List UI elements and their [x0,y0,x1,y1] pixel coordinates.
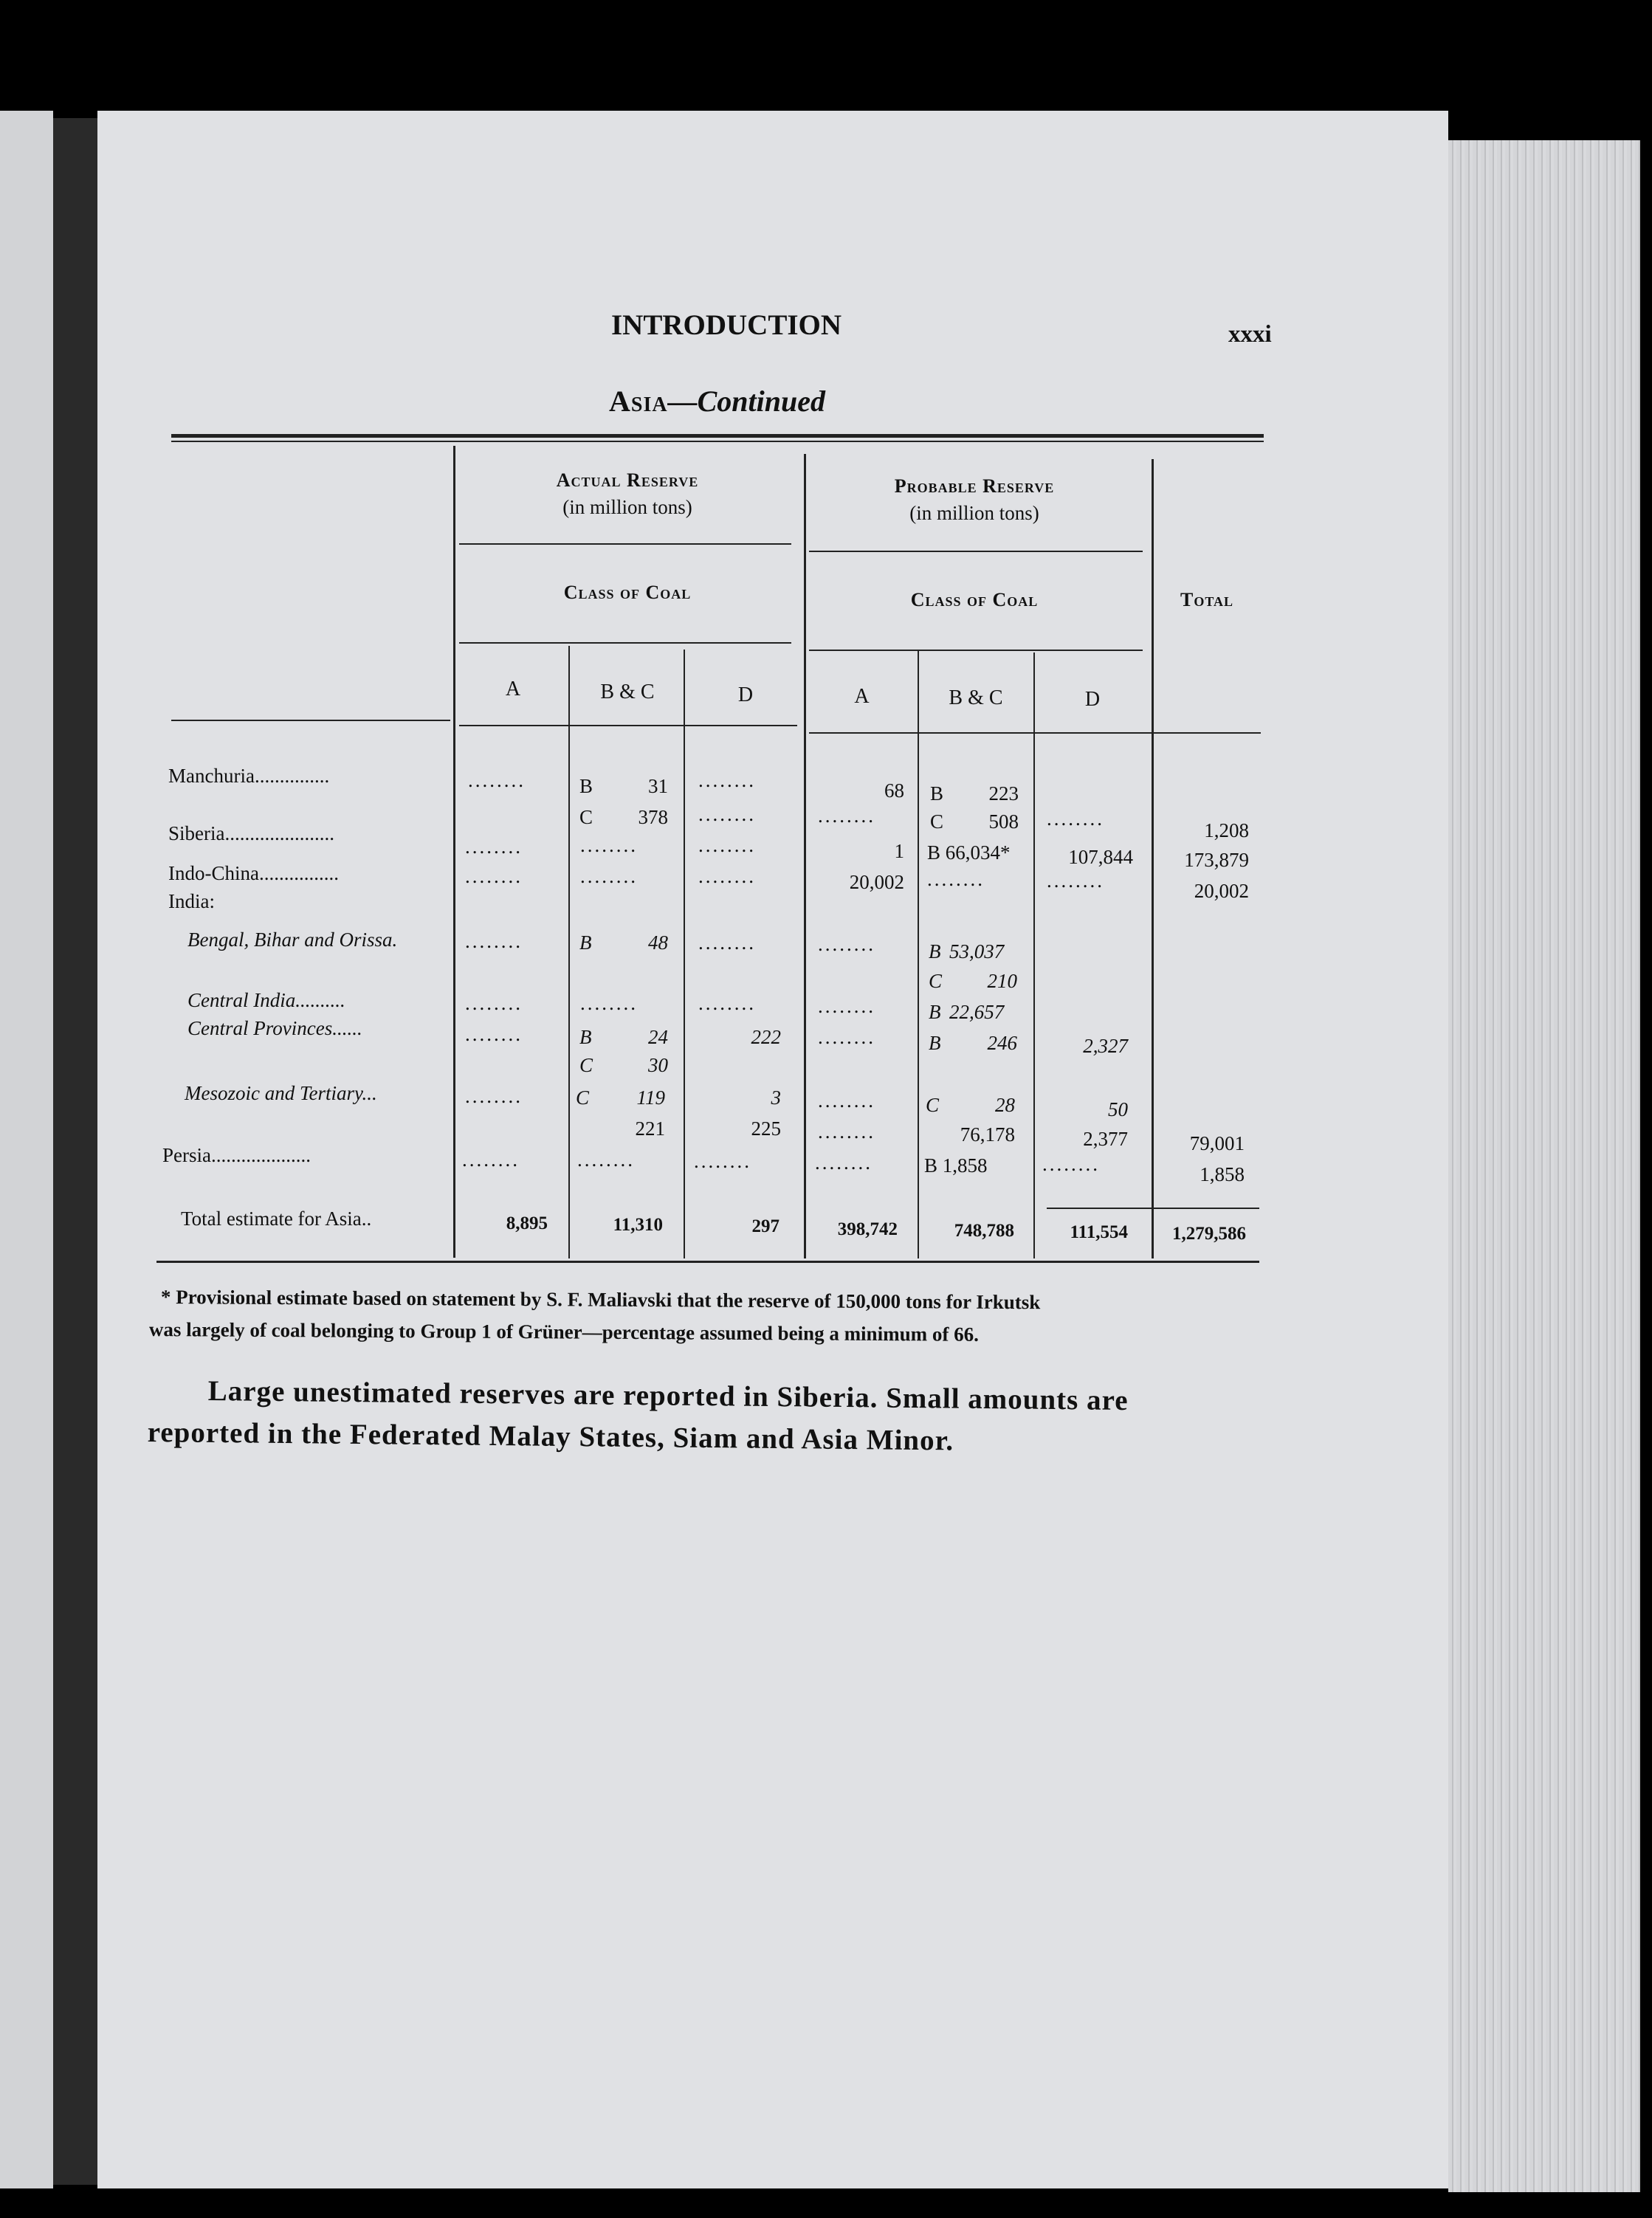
col-divider-bc2 [918,651,919,1258]
class-letter: B [579,931,592,954]
empty-cell: ........ [465,1023,523,1045]
cell-cprov-d: 222 [751,1026,781,1048]
cell-total-bc: 11,310 [613,1215,663,1235]
class-of-coal-1: Class of Coal [563,582,692,603]
table-top-rule-2 [171,441,1264,442]
class-letter: C [926,1094,940,1116]
cell-manchuria-pbc-b: 223 [988,782,1019,805]
page-number: xxxi [1228,321,1272,348]
running-title: INTRODUCTION [611,309,842,341]
empty-cell: ........ [698,865,756,887]
class-letter: B [929,1032,941,1054]
col-d1: D [737,683,754,706]
page-edges [1448,140,1640,2192]
empty-cell: ........ [818,933,875,955]
cell-mesozoic-pd: 50 [1108,1098,1128,1120]
col-a2: A [854,685,870,708]
row-label-mesozoic: Mesozoic and Tertiary... [185,1082,377,1104]
class1-rule [459,642,791,644]
col-divider-d2 [1033,652,1035,1258]
cell-indochina-pa: 1 [894,840,904,862]
empty-cell: ........ [818,1026,875,1048]
col-divider-bc1 [568,646,570,1258]
row-label-central-india: Central India.......... [187,989,345,1011]
col-bc1: B & C [600,681,655,703]
cell-cprov-pbc: 246 [987,1032,1017,1054]
col-d2: D [1084,688,1101,711]
empty-cell: ........ [698,803,756,825]
empty-cell: ........ [580,992,638,1014]
class2-rule [809,650,1143,651]
empty-cell: ........ [1047,869,1104,892]
body-paragraph-line-2: reported in the Federated Malay States, Siam and Asia Minor. [147,1416,954,1457]
cell-cindia-pbc: 22,657 [949,1001,1005,1023]
table-title: Asia—Continued [609,385,825,418]
probable-unit: (in million tons) [909,502,1039,524]
cell-persia-total: 1,858 [1200,1163,1245,1185]
left-page-edge [0,111,53,2188]
cell-total-pa: 398,742 [837,1219,898,1239]
col-divider-1 [453,446,455,1258]
col-bc2: B & C [949,686,1003,709]
class-letter: B [929,940,941,962]
cell-subtotal-pbc: 76,178 [960,1123,1015,1146]
cell-subtotal-total: 79,001 [1189,1132,1245,1154]
empty-cell: ........ [580,834,638,856]
cell-total-grand: 1,279,586 [1172,1224,1246,1244]
empty-cell: ........ [698,834,756,856]
cell-manchuria-bc-c: 378 [638,806,668,828]
row-label-bengal: Bengal, Bihar and Orissa. [187,929,398,951]
row-label-persia: Persia.................... [162,1144,311,1166]
cell-cprov-pd: 2,327 [1083,1035,1128,1057]
class-of-coal-2: Class of Coal [910,589,1039,610]
actual-reserve-header: Actual Reserve [556,469,699,491]
empty-cell: ........ [818,1089,875,1112]
footnote-line-1: * Provisional estimate based on statement by S. F. Maliavski that the reserve of 150,000 tons for Irkutsk [160,1286,1041,1314]
cell-mesozoic-bc: 119 [636,1086,665,1109]
cell-mesozoic-pbc: 28 [995,1094,1015,1116]
row-label-total: Total estimate for Asia.. [181,1208,372,1230]
group2-rule [809,551,1143,552]
col-divider-d1 [684,650,685,1258]
cell-bengal-pbc-c: 210 [987,970,1017,992]
group1-rule [459,543,791,545]
class-letter: C [579,806,593,828]
empty-cell: ........ [465,1085,523,1107]
cell-total-pbc: 748,788 [954,1221,1014,1241]
class-letter: B [579,1026,592,1048]
empty-cell: ........ [694,1150,751,1172]
cell-manchuria-pa: 68 [884,779,904,802]
class-letter: C [930,810,944,833]
cell-subtotal-bc: 221 [635,1117,665,1140]
class-letter: C [576,1086,590,1109]
cell-total-pd: 111,554 [1070,1222,1128,1242]
empty-cell: ........ [818,1120,875,1143]
row-label-indochina: Indo-China................ [168,862,339,884]
stub-rule [171,720,450,721]
col-divider-2 [804,454,806,1258]
empty-cell: ........ [465,992,523,1014]
cell-cprov-bc-b: 24 [648,1026,668,1048]
class-letter: B [579,775,593,797]
cell-manchuria-bc-b: 31 [648,775,668,797]
cell-subtotal-pd: 2,377 [1083,1128,1128,1150]
cols1-rule [459,725,797,726]
row-label-manchuria: Manchuria............... [168,765,330,787]
class-letter: B [930,782,944,805]
cell-india-total: 20,002 [1194,880,1249,902]
empty-cell: ........ [698,931,756,954]
cell-cprov-bc-c: 30 [648,1054,668,1076]
empty-cell: ........ [698,769,756,791]
empty-cell: ........ [818,805,875,827]
col-a1: A [505,678,521,700]
row-label-siberia: Siberia...................... [168,822,334,844]
cols2-rule [809,732,1261,734]
cell-total-a: 8,895 [506,1213,548,1233]
empty-cell: ........ [468,769,526,791]
cell-mesozoic-d: 3 [771,1086,781,1109]
cell-indochina-pbc: B 66,034* [927,841,1011,864]
total-header: Total [1180,589,1234,610]
cell-india-pa: 20,002 [849,871,904,893]
footnote-line-2: was largely of coal belonging to Group 1 of Grüner—percentage assumed being a minimum of 66. [148,1318,979,1346]
empty-cell: ........ [1047,807,1104,830]
table-top-rule [171,434,1264,438]
body-paragraph-line-1: Large unestimated reserves are reported in Siberia. Small amounts are [207,1375,1129,1417]
cell-subtotal-d: 225 [751,1117,781,1140]
empty-cell: ........ [1042,1153,1100,1175]
row-label-india: India: [168,890,215,912]
cell-persia-pbc: B 1,858 [924,1154,988,1177]
cell-manchuria-pbc-c: 508 [988,810,1019,833]
table-bottom-rule [156,1261,1259,1263]
empty-cell: ........ [818,995,875,1017]
row-label-central-provinces: Central Provinces...... [187,1017,362,1039]
empty-cell: ........ [927,868,985,890]
empty-cell: ........ [465,865,523,887]
cell-indochina-total: 173,879 [1184,849,1249,871]
empty-cell: ........ [698,992,756,1014]
actual-unit: (in million tons) [562,496,692,518]
cell-indochina-pd: 107,844 [1068,846,1133,868]
cell-siberia-total: 1,208 [1204,819,1249,841]
empty-cell: ........ [465,836,523,858]
cell-total-d: 297 [751,1216,779,1236]
class-letter: B [929,1001,941,1023]
cell-bengal-pbc-b: 53,037 [949,940,1005,962]
empty-cell: ........ [815,1151,873,1174]
total-top-rule [1047,1208,1259,1209]
empty-cell: ........ [462,1148,520,1171]
probable-reserve-header: Probable Reserve [894,475,1055,497]
col-divider-3 [1152,459,1154,1258]
empty-cell: ........ [465,930,523,952]
cell-bengal-bc: 48 [648,931,668,954]
class-letter: C [929,970,943,992]
empty-cell: ........ [580,865,638,887]
book-spine [53,118,97,2185]
empty-cell: ........ [577,1148,635,1171]
class-letter: C [579,1054,593,1076]
